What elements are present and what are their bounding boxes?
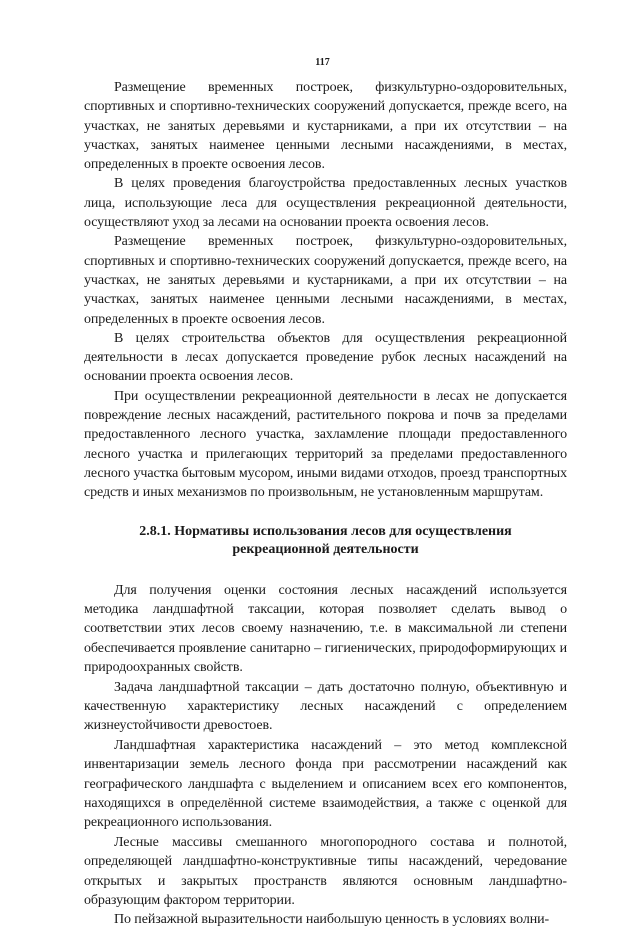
section-heading xyxy=(84,523,567,559)
paragraph: Лесные массивы смешанного многопородного состава и полнотой, определяющей ландшафтно-конструктивные типы насаждений, чередование открытых и закрытых пространств являются основным ландшафтно-образующим фактором территории. xyxy=(84,834,567,909)
body-text-top xyxy=(84,78,567,503)
section-heading-line: рекреационной деятельности xyxy=(232,541,419,557)
paragraph: По пейзажной выразительности наибольшую ценность в условиях волни- xyxy=(114,912,550,928)
page-number: 117 xyxy=(315,57,330,68)
paragraph: При осуществлении рекреационной деятельности в лесах не допускается повреждение лесных насаждений, растительного покрова и почв за пределами предоставленного лесного участка, захламление площади предоставленного лесного участка и прилегающих территорий за пределами предоставленного лесного участка бытовым мусором, иными видами отходов, проезд транспортных средств и иных механизмов по произвольным, не установленным маршрутам. xyxy=(84,388,567,501)
paragraph: Задача ландшафтной таксации – дать достаточно полную, объективную и качественную характеристику лесных насаждений с определением жизнеустойчивости древостоев. xyxy=(84,679,567,734)
paragraph: Для получения оценки состояния лесных насаждений используется методика ландшафтной таксации, которая позволяет сделать вывод о соответствии этих лесов своему назначению, т.е. в максимальной ли степени обеспечивается проявление санитарно – гигиенических, природоформирующих и природоохранных свойств. xyxy=(84,582,567,676)
paragraph: Размещение временных построек, физкультурно-оздоровительных, спортивных и спортивно-технических сооружений допускается, прежде всего, на участках, не занятых деревьями и кустарниками, а при их отсутствии – на участках, занятых наименее ценными лесными насаждениями, в местах, определенных в проекте освоения лесов. xyxy=(84,234,567,327)
paragraph: Ландшафтная характеристика насаждений – это метод комплексной инвентаризации земель лесного фонда при рассмотрении насаждений как географического ландшафта с выделением и описанием всех его компонентов, находящихся в определённой системе взаимодействия, а также с оценкой для рекреационного использования. xyxy=(84,737,567,831)
body-text-section xyxy=(84,581,567,930)
paragraph: В целях проведения благоустройства предоставленных лесных участков лица, использующие леса для осуществления рекреационной деятельности, осуществляют уход за лесами на основании проекта освоения лесов. xyxy=(84,176,567,231)
paragraph: Размещение временных построек, физкультурно-оздоровительных, спортивных и спортивно-технических сооружений допускается, прежде всего, на участках, не занятых деревьями и кустарниками, а при их отсутствии – на участках, занятых наименее ценными лесными насаждениями, в местах, определенных в проекте освоения лесов. xyxy=(84,80,567,173)
paragraph: В целях строительства объектов для осуществления рекреационной деятельности в лесах допускается проведение рубок лесных насаждений на основании проекта освоения лесов. xyxy=(84,330,567,385)
section-heading-line: 2.8.1. Нормативы использования лесов для осуществления xyxy=(139,523,512,539)
